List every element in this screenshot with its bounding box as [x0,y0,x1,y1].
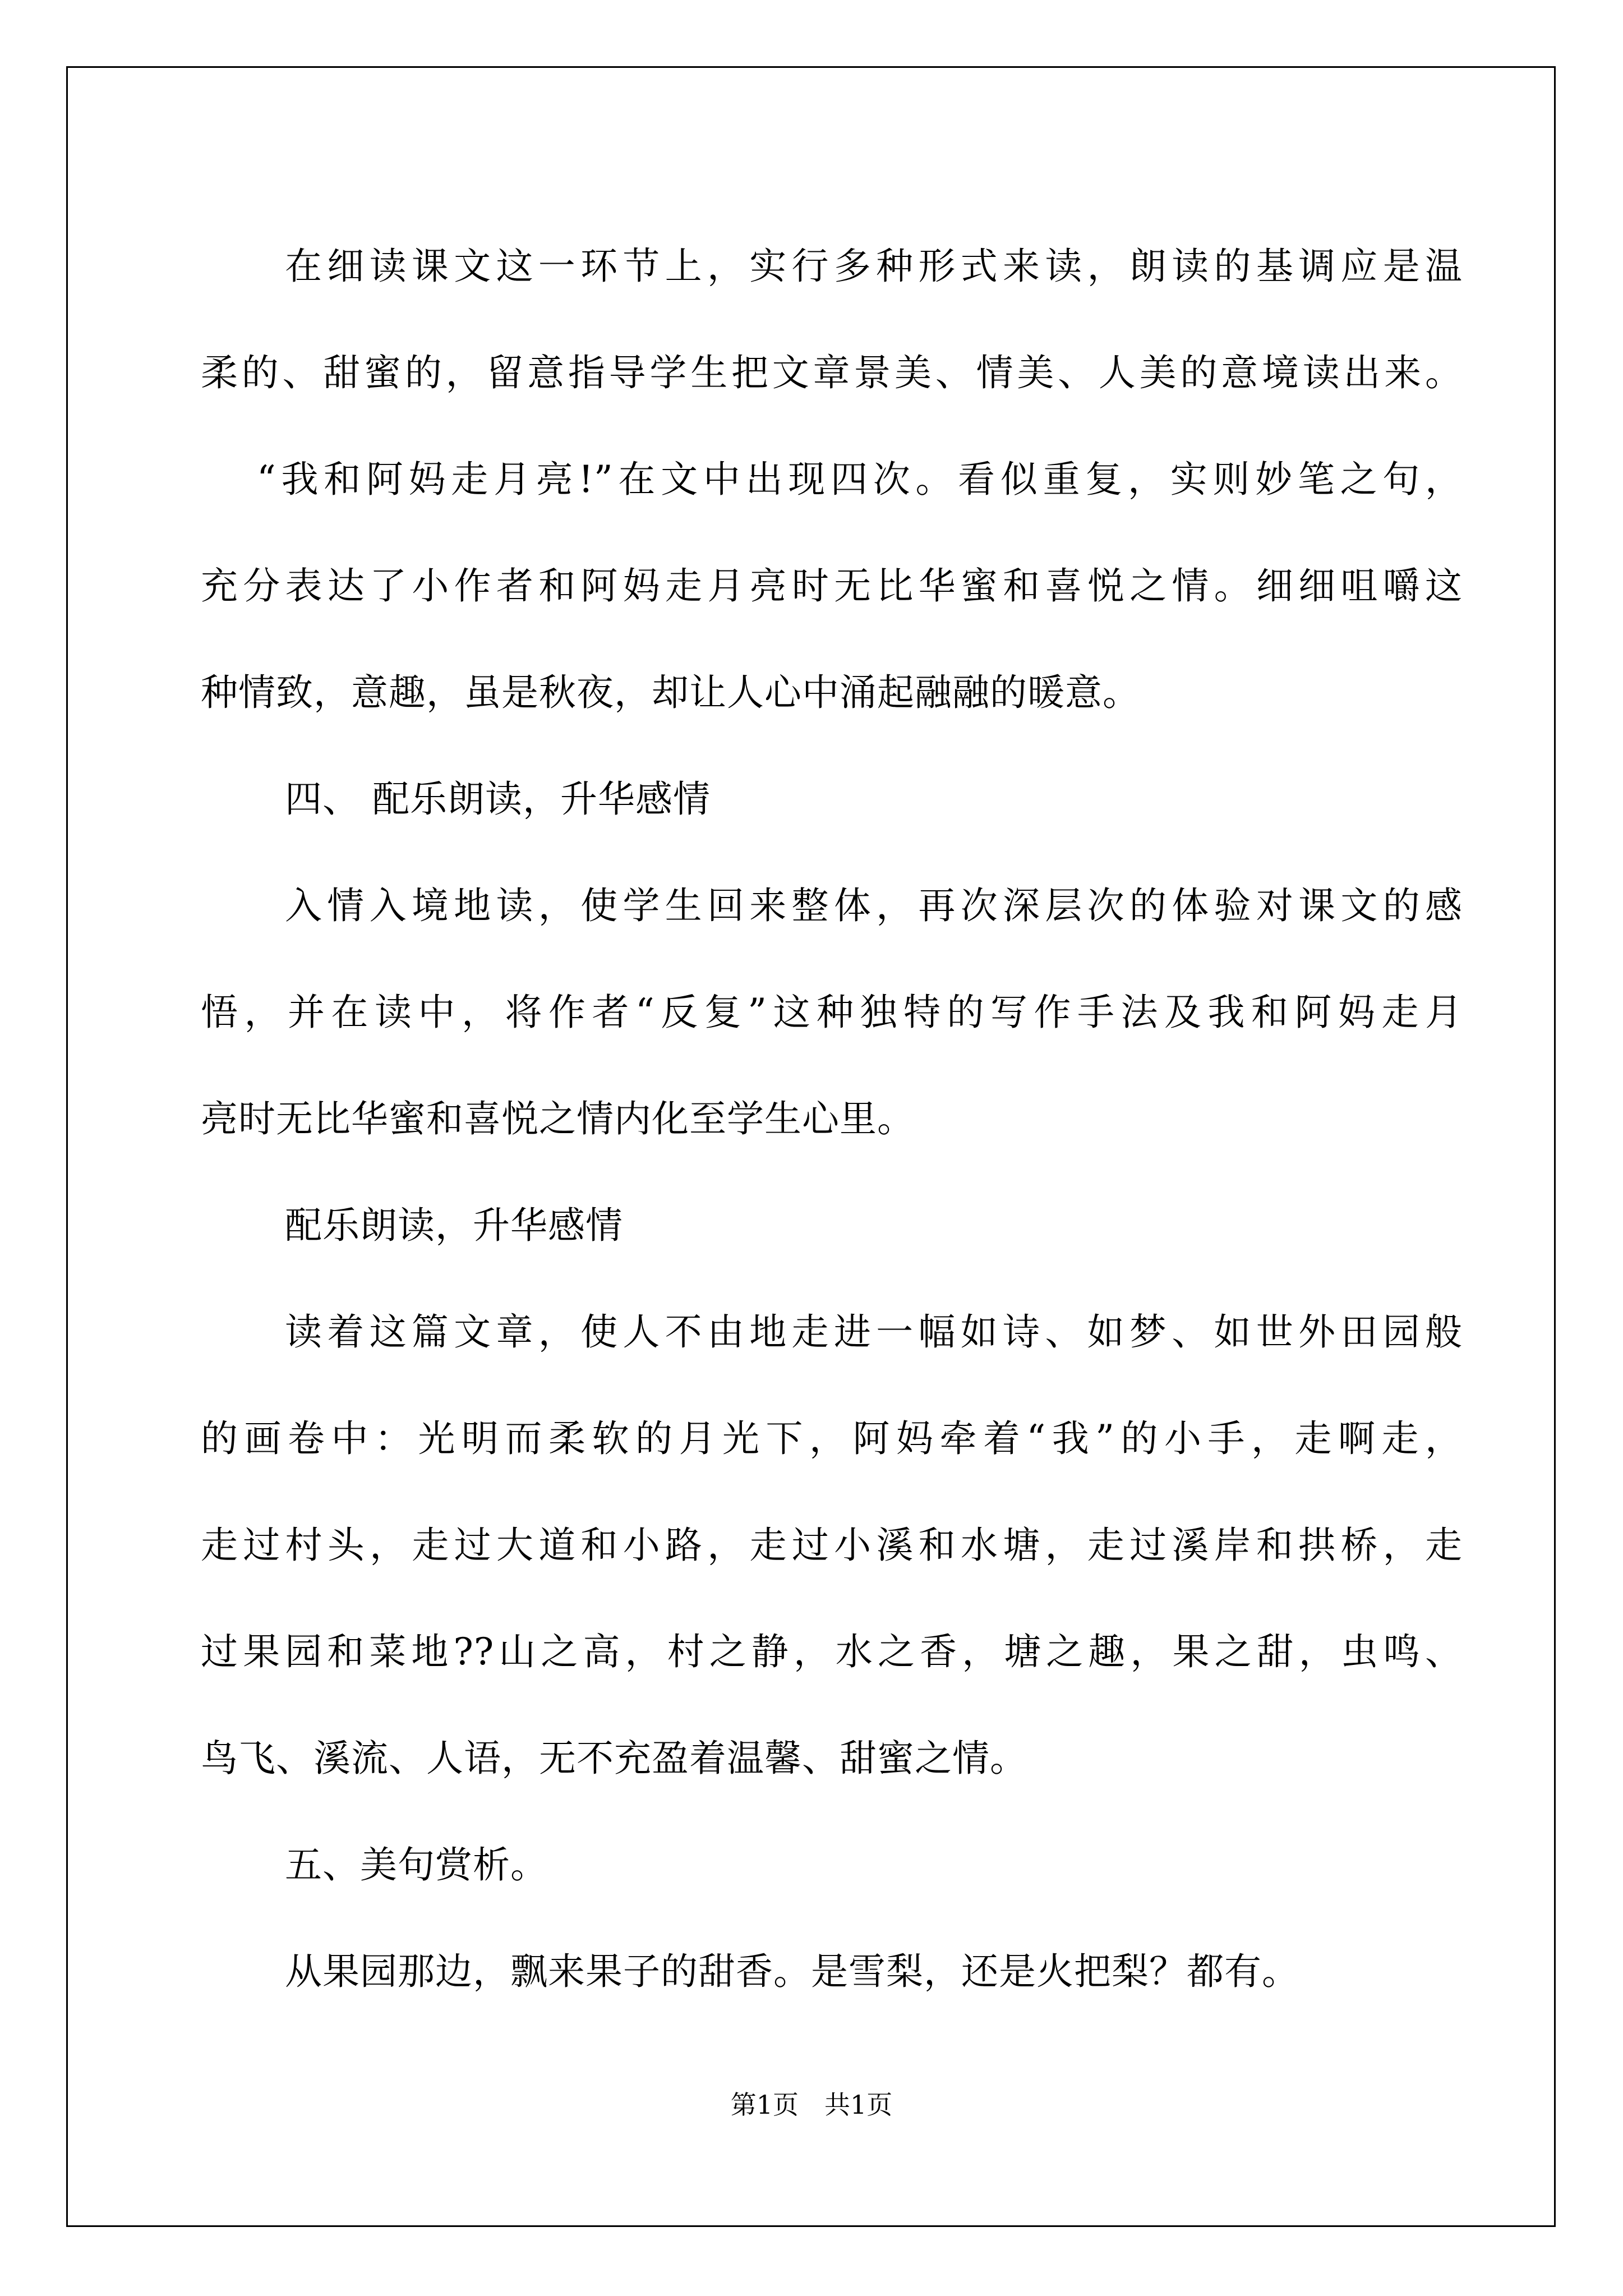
text-line: 充分表达了小作者和阿妈走月亮时无比华蜜和喜悦之情。细细咀嚼这 [201,564,1463,608]
text-line: 读着这篇文章，使人不由地走进一幅如诗、如梦、如世外田园般 [285,1310,1463,1354]
text-line: 走过村头，走过大道和小路，走过小溪和水塘，走过溪岸和拱桥，走 [201,1524,1463,1567]
text-line: 过果园和菜地??山之高，村之静，水之香，塘之趣，果之甜，虫鸣、 [201,1630,1463,1673]
section-heading: 五、美句赏析。 [285,1843,548,1887]
text-line: 悟，并在读中，将作者“反复”这种独特的写作手法及我和阿妈走月 [201,991,1463,1034]
document-body [201,213,1463,2025]
text-line: “我和阿妈走月亮!”在文中出现四次。看似重复，实则妙笔之句， [257,458,1463,501]
text-line: 在细读课文这一环节上，实行多种形式来读，朗读的基调应是温 [285,245,1463,288]
page-total: 共1页 [824,2090,893,2120]
text-line: 的画卷中：光明而柔软的月光下，阿妈牵着“我”的小手，走啊走， [201,1417,1463,1460]
text-line: 亮时无比华蜜和喜悦之情内化至学生心里。 [201,1097,915,1140]
section-heading: 四、 配乐朗读，升华感情 [285,777,711,821]
section-heading: 配乐朗读，升华感情 [285,1204,623,1247]
page-number: 第1页 [730,2090,799,2120]
text-line: 从果园那边，飘来果子的甜香。是雪梨，还是火把梨？都有。 [285,1950,1299,1993]
text-line: 入情入境地读，使学生回来整体，再次深层次的体验对课文的感 [285,884,1463,927]
text-line: 种情致，意趣，虽是秋夜，却让人心中涌起融融的暖意。 [201,671,1140,714]
page-footer [0,2088,1623,2122]
text-line: 鸟飞、溪流、人语，无不充盈着温馨、甜蜜之情。 [201,1737,1027,1780]
text-line: 柔的、甜蜜的，留意指导学生把文章景美、情美、人美的意境读出来。 [201,351,1463,394]
